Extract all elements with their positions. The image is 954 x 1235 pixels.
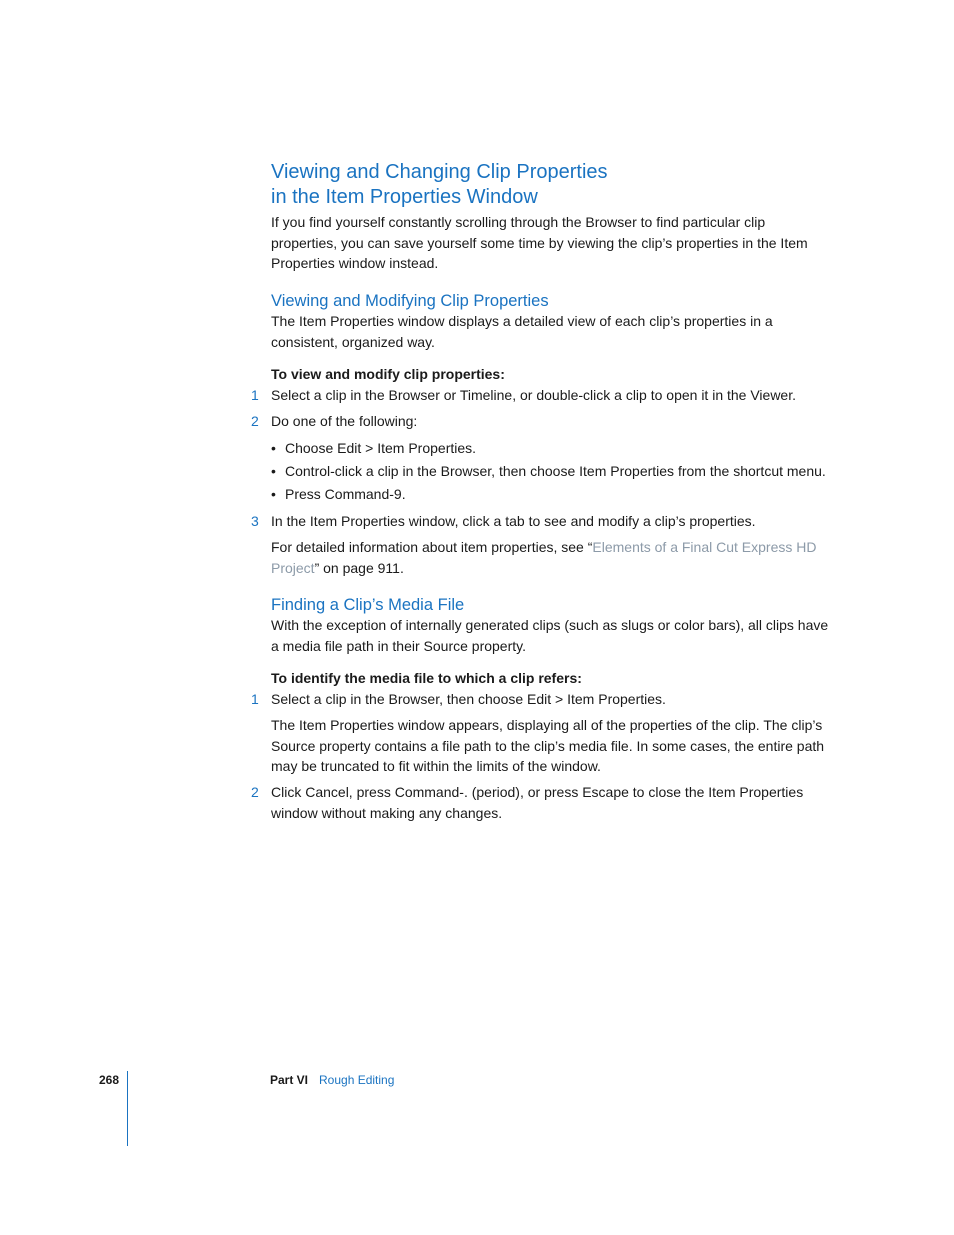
step-text: Select a clip in the Browser, then choose Edit > Item Properties. (271, 691, 666, 707)
section-intro: If you find yourself constantly scrolling through the Browser to find particular clip properties, you can save yourself some time by viewing the clip’s properties in the Item Properties window instead. (271, 214, 808, 271)
step-number: 1 (251, 691, 259, 707)
footer-part-label: Part VI (270, 1073, 309, 1087)
footer-divider (127, 1071, 128, 1146)
bullet-icon: • (271, 440, 276, 456)
page-number: 268 (99, 1073, 120, 1087)
step-text: In the Item Properties window, click a tab to see and modify a clip’s properties. (271, 513, 756, 529)
note-prefix: For detailed information about item properties, see “ (271, 539, 593, 555)
note-suffix: ” on page 911. (314, 559, 404, 576)
bullet-item: Choose Edit > Item Properties. (285, 440, 477, 456)
footer-chapter-label: Rough Editing (319, 1073, 395, 1087)
step-number: 1 (251, 387, 259, 403)
bullet-icon: • (271, 463, 276, 479)
task-heading-media-file: To identify the media file to which a clip refers: (271, 670, 582, 686)
step-note: The Item Properties window appears, displaying all of the properties of the clip. The clip’s Source property contains a file path to the clip’s media file. In some cases, the entire path may be truncated to fit within the limits of the window. (271, 717, 825, 774)
bullet-item: Press Command-9. (285, 486, 406, 502)
step-number: 3 (251, 513, 259, 529)
subsection-intro-modify: The Item Properties window displays a detailed view of each clip’s properties in a consistent, organized way. (271, 313, 773, 350)
step-number: 2 (251, 413, 259, 429)
subsection-heading-media-file: Finding a Clip’s Media File (271, 596, 465, 614)
bullet-item: Control-click a clip in the Browser, then choose Item Properties from the shortcut menu. (285, 463, 826, 479)
step-text: Do one of the following: (271, 413, 418, 429)
cross-reference-link[interactable]: Elements of a Final Cut Express HD Project (271, 539, 817, 576)
step-text: Select a clip in the Browser or Timeline, or double-click a clip to open it in the Viewer. (271, 387, 796, 403)
subsection-intro-media-file: With the exception of internally generated clips (such as slugs or color bars), all clips have a media file path in their Source property. (271, 617, 829, 654)
task-heading-modify: To view and modify clip properties: (271, 366, 505, 382)
step-text: Click Cancel, press Command-. (period), or press Escape to close the Item Properties window without making any changes. (271, 784, 804, 821)
section-title-line-1: Viewing and Changing Clip Properties (271, 161, 608, 183)
cross-reference-note (271, 537, 831, 578)
section-title (271, 160, 831, 210)
section-title-line-2: in the Item Properties Window (271, 186, 538, 208)
bullet-icon: • (271, 486, 276, 502)
step-number: 2 (251, 784, 259, 800)
subsection-heading-modify: Viewing and Modifying Clip Properties (271, 292, 549, 310)
